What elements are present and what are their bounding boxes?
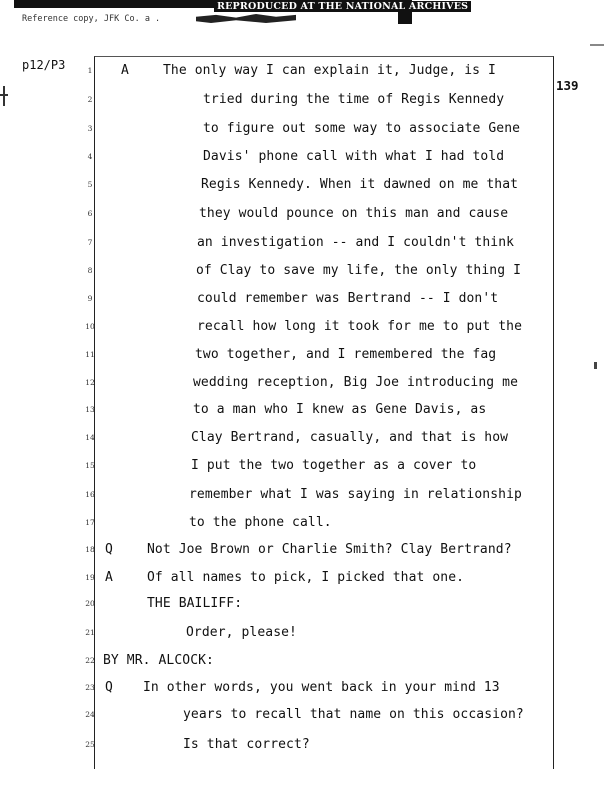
transcript-line: tried during the time of Regis Kennedy [203,92,505,107]
transcript-line: Clay Bertrand, casually, and that is how [191,430,509,445]
transcript-line: could remember was Bertrand -- I don't [197,291,499,306]
archive-title: REPRODUCED AT THE NATIONAL ARCHIVES [214,1,471,12]
line-number: 9 [87,294,93,303]
transcript-line: Order, please! [186,625,297,640]
margin-speck [594,362,597,369]
transcript-line: wedding reception, Big Joe introducing me [193,375,518,390]
transcript-line: two together, and I remembered the fag [195,347,497,362]
line-number: 19 [85,573,95,582]
line-number: 4 [87,152,93,161]
transcript-line: to a man who I knew as Gene Davis, as [193,402,487,417]
transcript-line: Regis Kennedy. When it dawned on me that [201,177,519,192]
transcript-line: remember what I was saying in relationship [189,487,522,502]
line-number: 11 [85,350,95,359]
line-number: 12 [85,378,95,387]
transcript-line: recall how long it took for me to put the [197,319,522,334]
answer-marker: A [121,63,129,78]
transcript-line: to the phone call. [189,515,332,530]
line-number: 6 [87,209,93,218]
question-marker: Q [105,542,113,557]
transcript-line: Davis' phone call with what I had told [203,149,505,164]
line-number: 3 [87,124,93,133]
line-number: 15 [85,461,95,470]
line-number: 7 [87,238,93,247]
line-number: 1 [87,66,93,75]
line-number: 22 [85,656,95,665]
line-number: 20 [85,599,95,608]
line-number: 5 [87,180,93,189]
line-number: 21 [85,628,95,637]
answer-marker: A [105,570,113,585]
line-number: 25 [85,740,95,749]
line-number: 16 [85,490,95,499]
margin-scratch-mark [0,86,8,106]
question-marker: Q [105,680,113,695]
line-number: 23 [85,683,95,692]
transcript-line: BY MR. ALCOCK: [103,653,214,668]
transcript-line: I put the two together as a cover to [191,458,477,473]
line-number: 8 [87,266,93,275]
transcript-line: an investigation -- and I couldn't think [197,235,515,250]
line-number: 18 [85,545,95,554]
margin-mark [590,44,604,46]
line-number: 14 [85,433,95,442]
line-number: 13 [85,405,95,414]
transcript-line: THE BAILIFF: [147,596,243,611]
transcript-line: The only way I can explain it, Judge, is I [163,63,496,78]
transcript-line: they would pounce on this man and cause [199,206,509,221]
page-code: p12/P3 [22,58,66,72]
transcript-line: to figure out some way to associate Gene [203,121,521,136]
reference-copy-note: Reference copy, JFK Co. a . [22,14,161,24]
line-number: 17 [85,518,95,527]
transcript-line: Not Joe Brown or Charlie Smith? Clay Bertrand? [147,542,512,557]
transcript-line: Of all names to pick, I picked that one. [147,570,465,585]
transcript-line: years to recall that name on this occasion? [183,707,524,722]
line-number: 10 [85,322,95,331]
line-number: 2 [87,95,93,104]
line-number: 24 [85,710,95,719]
transcript-line: In other words, you went back in your mind 13 [143,680,500,695]
page-number: 139 [556,78,579,93]
transcript-line: of Clay to save my life, the only thing I [196,263,521,278]
transcript-line: Is that correct? [183,737,310,752]
